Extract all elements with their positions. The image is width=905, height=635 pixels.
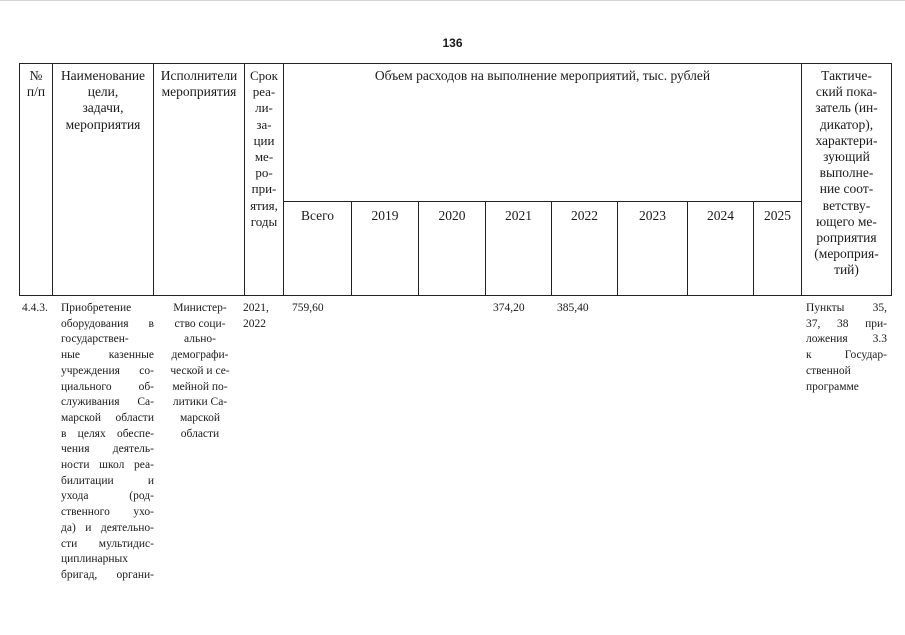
name-line: ные казенные [61,349,154,362]
name-line: бригад, органи- [61,568,154,581]
header-year-2019: 2019 [371,208,399,223]
name-line: ухода (род- [61,490,154,503]
indicator-line: к Государ- [806,349,887,362]
name-line: билитации и [61,474,154,487]
indicator-line: ложения 3.3 [806,333,887,346]
header-total: Всего [300,208,335,223]
name-line: государствен- [61,333,129,346]
name-line: циального об- [61,380,154,393]
header-bottom-border [19,295,892,296]
row-2021: 374,20 [493,302,525,314]
years-header-divider [283,201,801,202]
name-line: учреждения со- [61,364,154,377]
header-executors: Исполнители мероприятия [160,68,238,100]
header-term: Срок реа- ли- за- ции ме- ро- при- ятия, годы [250,68,278,229]
page-number: 136 [442,36,463,50]
row-term: 2021, 2022 [243,302,269,330]
indicator-line: Пункты 35, [806,302,887,314]
table-top-border [19,63,892,64]
name-line: ности школ реа- [61,459,154,472]
row-num: 4.4.3. [22,302,48,314]
header-year-2023: 2023 [639,208,666,223]
header-year-2024: 2024 [707,208,734,223]
row-2022: 385,40 [557,302,589,314]
name-line: в целях обеспе- [61,427,154,440]
indicator-line: 37, 38 при- [806,317,887,330]
indicator-line: программе [806,380,859,393]
header-name: Наименование цели, задачи, мероприятия [60,68,146,132]
indicator-line: ственной [806,364,851,377]
scan-edge-line [0,0,905,1]
name-line: марской области [61,411,154,424]
header-num: № п/п [26,68,46,100]
name-line: да) и деятельно- [61,521,154,534]
row-total: 759,60 [292,302,324,314]
header-indicator: Тактиче- ский пока- затель (ин- дикатор), характери- зующий выполне- ние соот- ветству- ющего ме- роприятия (мероприя- тий) [814,68,879,278]
name-line: чения деятель- [61,443,154,456]
name-line: служивания Са- [61,396,154,409]
row-executors: Министер- ство соци- ально- демографи- ческой и се- мейной по- литики Са- марской области [170,302,230,440]
name-line: ственного ухо- [61,506,154,519]
name-line: сти мультидис- [61,537,154,550]
table-right-border [891,63,892,296]
name-line: оборудования в [61,317,154,330]
header-year-2020: 2020 [438,208,466,223]
name-line: Приобретение [61,302,132,314]
header-expenses: Объем расходов на выполнение мероприятий, тыс. рублей [374,68,711,83]
name-line: циплинарных [61,553,128,566]
col-divider [283,63,284,296]
header-year-2022: 2022 [571,208,598,223]
row-name [61,301,154,584]
row-indicator [806,301,887,395]
header-year-2025: 2025 [764,208,791,223]
header-year-2021: 2021 [505,208,532,223]
